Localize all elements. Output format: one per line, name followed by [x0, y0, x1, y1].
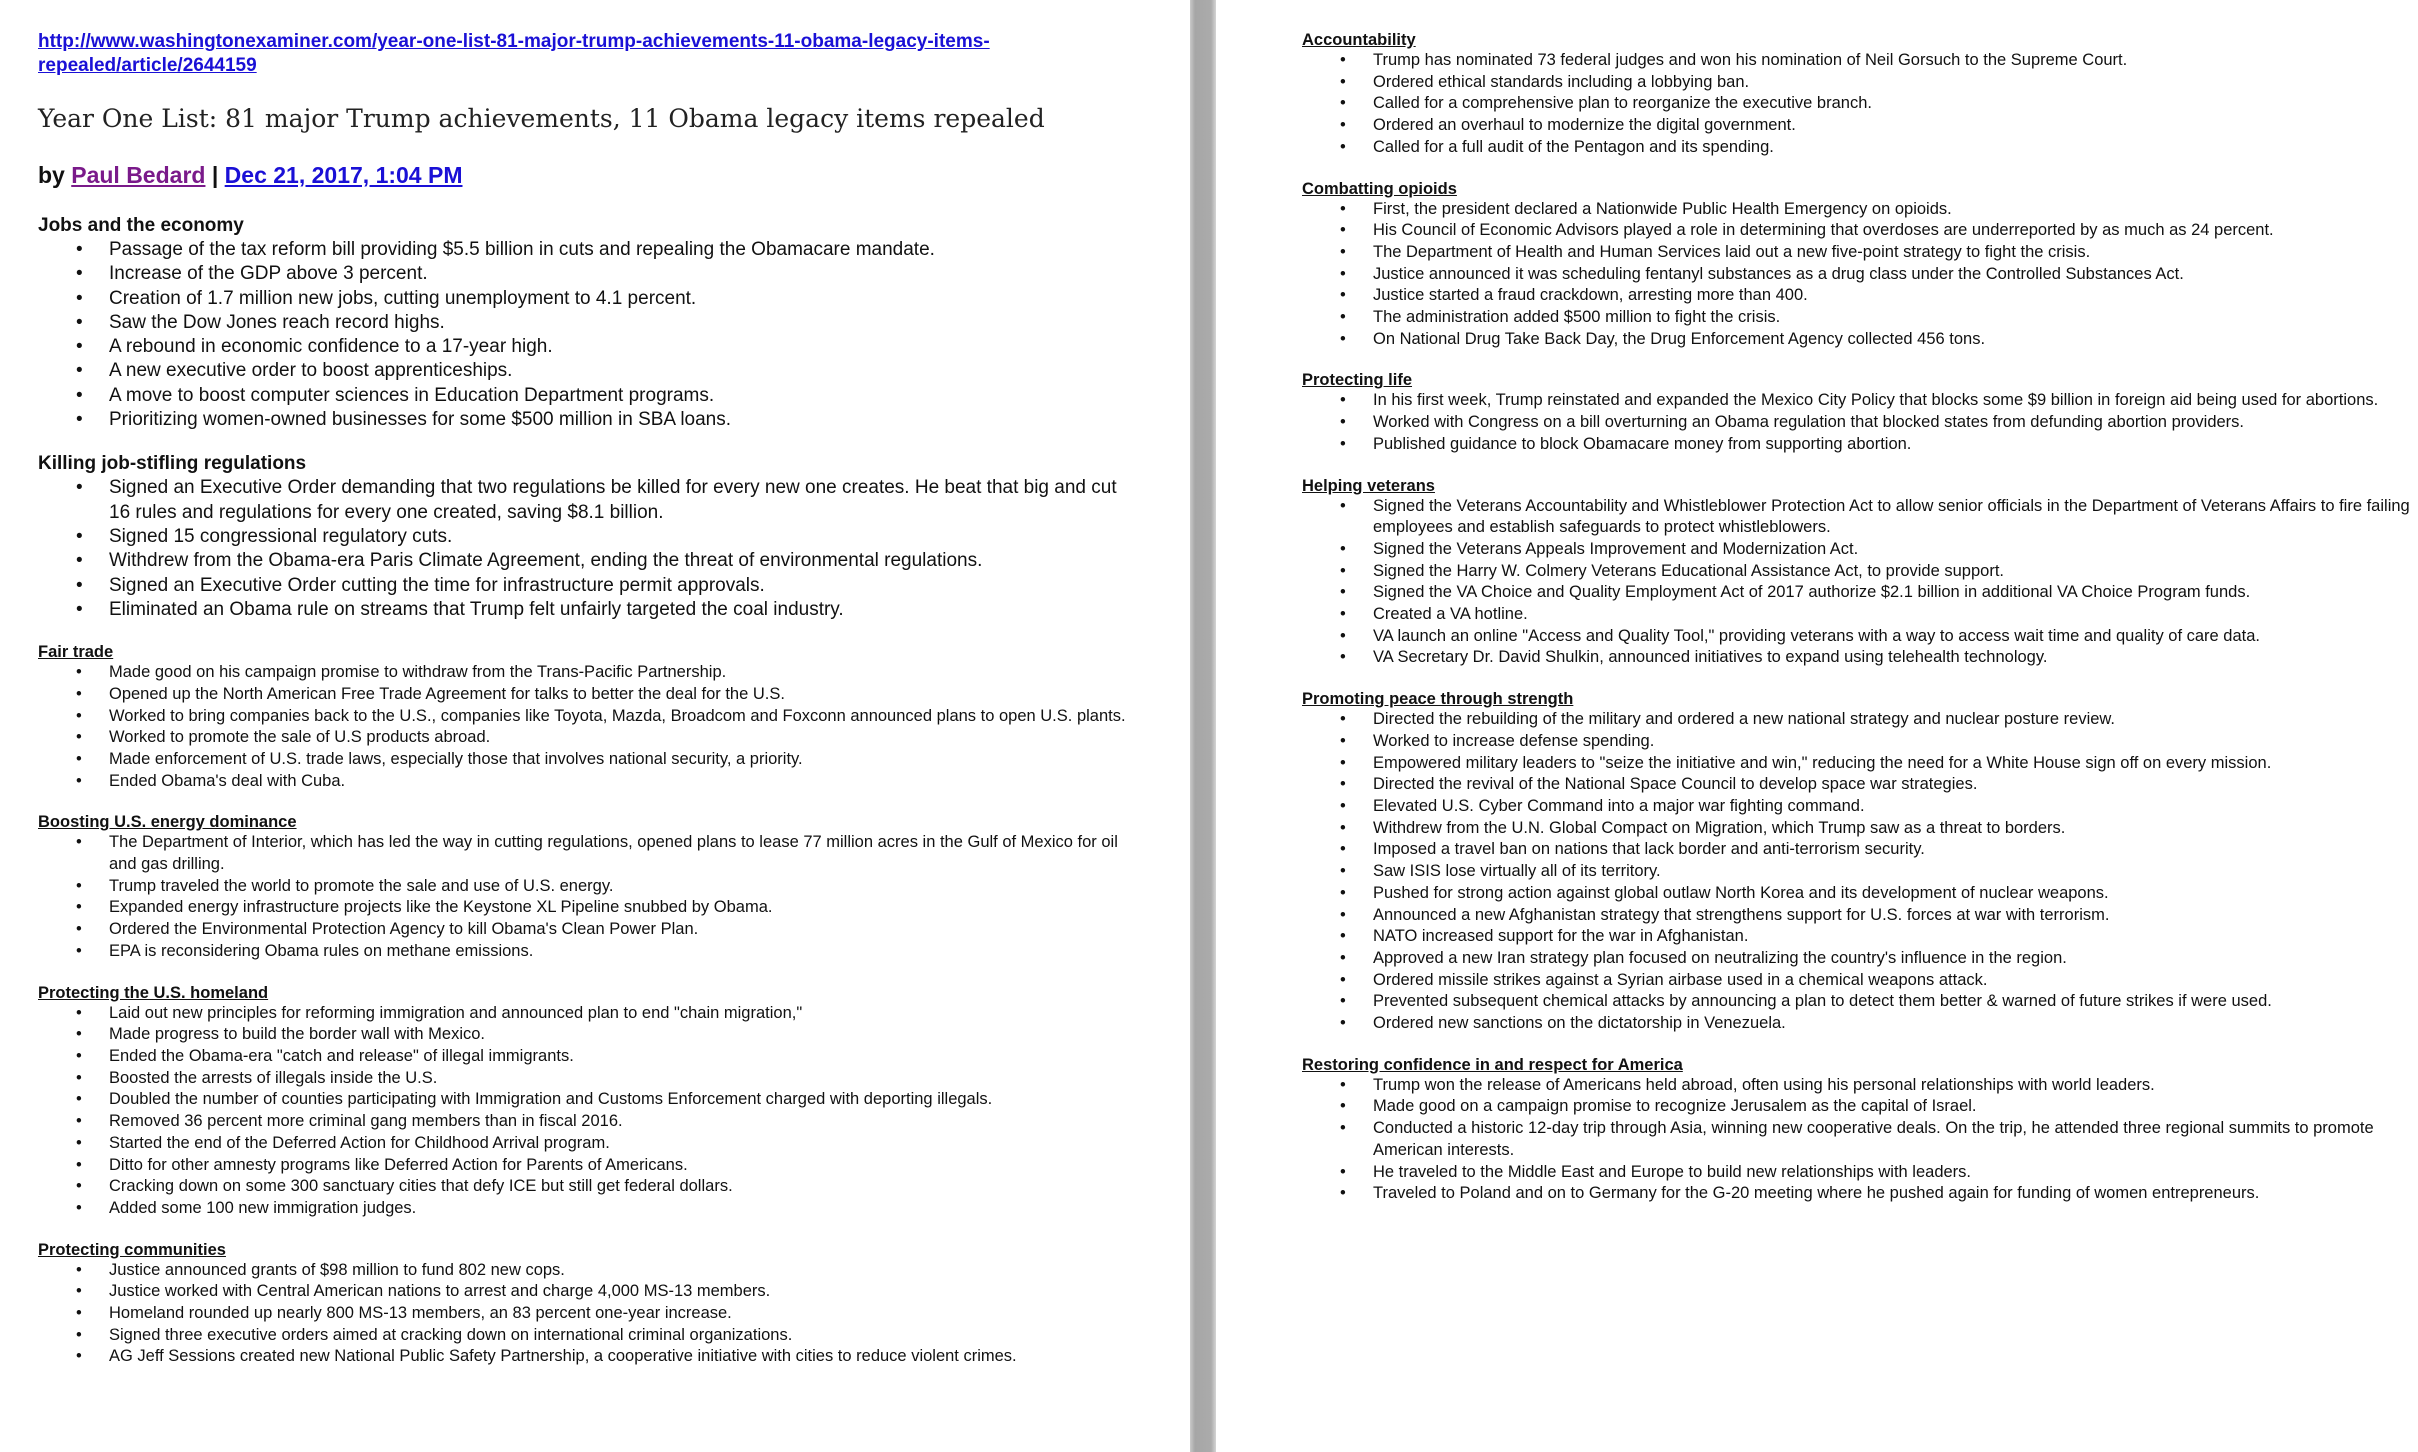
section-heading: Restoring confidence in and respect for America [1302, 1055, 1683, 1074]
section-helping-veterans [1302, 476, 2418, 670]
list-item: • A rebound in economic confidence to a 17-year high. [38, 335, 1139, 359]
list-item: • Worked with Congress on a bill overturning an Obama regulation that blocked states from defunding abortion providers. [1302, 412, 2418, 434]
byline-by: by [38, 162, 65, 188]
section-heading: Accountability [1302, 31, 1416, 49]
list-item: • EPA is reconsidering Obama rules on methane emissions. [38, 941, 1149, 963]
list-item: • Ordered missile strikes against a Syrian airbase used in a chemical weapons attack. [1302, 970, 2418, 992]
list-item: • AG Jeff Sessions created new National Public Safety Partnership, a cooperative initiative with cities to reduce violent crimes. [38, 1346, 1149, 1368]
section-restoring-confidence-in-and-respect-for-america [1302, 1055, 2418, 1205]
list-item: • A move to boost computer sciences in Education Department programs. [38, 384, 1139, 408]
list-item: • Directed the rebuilding of the military and ordered a new national strategy and nuclear posture review. [1302, 709, 2418, 731]
article-header [38, 30, 1190, 190]
list-item: • Signed an Executive Order demanding that two regulations be killed for every new one creates. He beat that big and cut 16 rules and regulations for every one created, saving $8.1 billion. [38, 476, 1139, 525]
list-item: • Made good on a campaign promise to recognize Jerusalem as the capital of Israel. [1302, 1096, 2418, 1118]
list-item: • Trump traveled the world to promote the sale and use of U.S. energy. [38, 876, 1149, 898]
bullet-list [38, 832, 1190, 962]
list-item: • The Department of Health and Human Services laid out a new five-point strategy to fight the crisis. [1302, 242, 2418, 264]
list-item: • Trump has nominated 73 federal judges and won his nomination of Neil Gorsuch to the Supreme Court. [1302, 50, 2418, 72]
list-item: • Added some 100 new immigration judges. [38, 1198, 1149, 1220]
list-item: • The Department of Interior, which has led the way in cutting regulations, opened plans to lease 77 million acres in the Gulf of Mexico for oil and gas drilling. [38, 832, 1149, 875]
bullet-list [1302, 496, 2418, 670]
list-item: • Ordered an overhaul to modernize the digital government. [1302, 115, 2418, 137]
bullet-list [1302, 50, 2418, 159]
list-item: • Removed 36 percent more criminal gang members than in fiscal 2016. [38, 1111, 1149, 1133]
list-item: • On National Drug Take Back Day, the Drug Enforcement Agency collected 456 tons. [1302, 329, 2418, 351]
article-url-line-2[interactable]: repealed/article/2644159 [38, 55, 257, 76]
section-killing-job-stifling-regulations [38, 452, 1190, 622]
list-item: • Doubled the number of counties participating with Immigration and Customs Enforcement charged with deporting illegals. [38, 1089, 1149, 1111]
section-heading: Helping veterans [1302, 476, 1435, 495]
section-heading: Boosting U.S. energy dominance [38, 813, 297, 832]
list-item: • Passage of the tax reform bill providing $5.5 billion in cuts and repealing the Obamacare mandate. [38, 238, 1139, 262]
bullet-list [38, 662, 1190, 792]
bullet-list [38, 1260, 1190, 1369]
list-item: • Approved a new Iran strategy plan focused on neutralizing the country's influence in the region. [1302, 948, 2418, 970]
list-item: • Ordered ethical standards including a lobbying ban. [1302, 72, 2418, 94]
list-item: • Signed an Executive Order cutting the time for infrastructure permit approvals. [38, 574, 1139, 598]
section-fair-trade [38, 642, 1190, 792]
section-heading: Promoting peace through strength [1302, 690, 1574, 709]
left-sections [38, 214, 1190, 1368]
list-item: • Worked to increase defense spending. [1302, 731, 2418, 753]
section-protecting-communities [38, 1240, 1190, 1369]
list-item: • Worked to bring companies back to the U.S., companies like Toyota, Mazda, Broadcom and Foxconn announced plans to open U.S. plants. [38, 706, 1149, 728]
section-jobs-and-the-economy [38, 214, 1190, 432]
list-item: • Signed three executive orders aimed at cracking down on international criminal organizations. [38, 1325, 1149, 1347]
section-protecting-the-u-s-homeland [38, 983, 1190, 1220]
list-item: • His Council of Economic Advisors played a role in determining that overdoses are underreported by as much as 24 percent. [1302, 220, 2418, 242]
section-protecting-life [1302, 370, 2418, 455]
section-heading: Fair trade [38, 643, 114, 662]
list-item: • Called for a comprehensive plan to reorganize the executive branch. [1302, 93, 2418, 115]
author-link[interactable]: Paul Bedard [71, 162, 206, 188]
bullet-list [1302, 390, 2418, 455]
list-item: • NATO increased support for the war in Afghanistan. [1302, 926, 2418, 948]
list-item: • In his first week, Trump reinstated and expanded the Mexico City Policy that blocks some $9 billion in foreign aid being used for abortions. [1302, 390, 2418, 412]
list-item: • Directed the revival of the National Space Council to develop space war strategies. [1302, 774, 2418, 796]
section-heading: Killing job-stifling regulations [38, 453, 307, 475]
bullet-list [1302, 199, 2418, 351]
section-accountability [1302, 30, 2418, 159]
list-item: • Ended the Obama-era "catch and release" of illegal immigrants. [38, 1046, 1149, 1068]
bullet-list [1302, 709, 2418, 1035]
section-heading: Protecting life [1302, 371, 1413, 390]
bullet-list [38, 1003, 1190, 1220]
bullet-list [38, 476, 1190, 622]
list-item: • Created a VA hotline. [1302, 604, 2418, 626]
list-item: • Empowered military leaders to "seize the initiative and win," reducing the need for a White House sign off on every mission. [1302, 753, 2418, 775]
section-heading: Jobs and the economy [38, 215, 244, 236]
list-item: • Cracking down on some 300 sanctuary cities that defy ICE but still get federal dollars. [38, 1176, 1149, 1198]
list-item: • Creation of 1.7 million new jobs, cutting unemployment to 4.1 percent. [38, 287, 1139, 311]
list-item: • Justice announced grants of $98 million to fund 802 new cops. [38, 1260, 1149, 1282]
byline [38, 160, 1190, 190]
list-item: • Eliminated an Obama rule on streams that Trump felt unfairly targeted the coal industry. [38, 598, 1139, 622]
list-item: • Increase of the GDP above 3 percent. [38, 262, 1139, 286]
list-item: • Traveled to Poland and on to Germany for the G-20 meeting where he pushed again for funding of women entrepreneurs. [1302, 1183, 2418, 1205]
byline-separator: | [211, 162, 219, 188]
list-item: • Ended Obama's deal with Cuba. [38, 771, 1149, 793]
date-link[interactable]: Dec 21, 2017, 1:04 PM [224, 162, 463, 188]
list-item: • Laid out new principles for reforming immigration and announced plan to end "chain migration," [38, 1003, 1149, 1025]
list-item: • Saw ISIS lose virtually all of its territory. [1302, 861, 2418, 883]
section-boosting-u-s-energy-dominance [38, 812, 1190, 962]
list-item: • Signed the Harry W. Colmery Veterans Educational Assistance Act, to provide support. [1302, 561, 2418, 583]
list-item: • Homeland rounded up nearly 800 MS-13 members, an 83 percent one-year increase. [38, 1303, 1149, 1325]
list-item: • Ordered the Environmental Protection Agency to kill Obama's Clean Power Plan. [38, 919, 1149, 941]
right-page [1216, 0, 2418, 1452]
list-item: • Announced a new Afghanistan strategy that strengthens support for U.S. forces at war with terrorism. [1302, 905, 2418, 927]
list-item: • Ditto for other amnesty programs like Deferred Action for Parents of Americans. [38, 1155, 1149, 1177]
list-item: • Started the end of the Deferred Action for Childhood Arrival program. [38, 1133, 1149, 1155]
list-item: • VA launch an online "Access and Quality Tool," providing veterans with a way to access wait time and quality of care data. [1302, 626, 2418, 648]
list-item: • Published guidance to block Obamacare money from supporting abortion. [1302, 434, 2418, 456]
right-sections [1302, 30, 2418, 1205]
list-item: • Justice worked with Central American nations to arrest and charge 4,000 MS-13 members. [38, 1281, 1149, 1303]
article-url-link[interactable] [38, 30, 1088, 78]
list-item: • Opened up the North American Free Trade Agreement for talks to better the deal for the U.S. [38, 684, 1149, 706]
section-heading: Protecting the U.S. homeland [38, 983, 269, 1002]
article-url-line-1[interactable]: http://www.washingtonexaminer.com/year-one-list-81-major-trump-achievements-11-obama-legacy-items- [38, 31, 990, 52]
section-heading: Combatting opioids [1302, 179, 1457, 198]
list-item: • Withdrew from the U.N. Global Compact on Migration, which Trump saw as a threat to borders. [1302, 818, 2418, 840]
list-item: • Withdrew from the Obama-era Paris Climate Agreement, ending the threat of environmental regulations. [38, 549, 1139, 573]
list-item: • A new executive order to boost apprenticeships. [38, 359, 1139, 383]
list-item: • Conducted a historic 12-day trip through Asia, winning new cooperative deals. On the trip, he attended three regional summits to promote American interests. [1302, 1118, 2418, 1161]
list-item: • Made enforcement of U.S. trade laws, especially those that involves national security, a priority. [38, 749, 1149, 771]
list-item: • Boosted the arrests of illegals inside the U.S. [38, 1068, 1149, 1090]
list-item: • Ordered new sanctions on the dictatorship in Venezuela. [1302, 1013, 2418, 1035]
list-item: • Justice announced it was scheduling fentanyl substances as a drug class under the Controlled Substances Act. [1302, 264, 2418, 286]
list-item: • Signed the VA Choice and Quality Employment Act of 2017 authorize $2.1 billion in additional VA Choice Program funds. [1302, 582, 2418, 604]
list-item: • Elevated U.S. Cyber Command into a major war fighting command. [1302, 796, 2418, 818]
list-item: • Prevented subsequent chemical attacks by announcing a plan to detect them better & warned of future strikes if were used. [1302, 991, 2418, 1013]
list-item: • Made good on his campaign promise to withdraw from the Trans-Pacific Partnership. [38, 662, 1149, 684]
list-item: • Trump won the release of Americans held abroad, often using his personal relationships with world leaders. [1302, 1075, 2418, 1097]
list-item: • Saw the Dow Jones reach record highs. [38, 311, 1139, 335]
list-item: • First, the president declared a Nationwide Public Health Emergency on opioids. [1302, 199, 2418, 221]
list-item: • VA Secretary Dr. David Shulkin, announced initiatives to expand using telehealth technology. [1302, 647, 2418, 669]
list-item: • The administration added $500 million to fight the crisis. [1302, 307, 2418, 329]
bullet-list [1302, 1075, 2418, 1205]
list-item: • Justice started a fraud crackdown, arresting more than 400. [1302, 285, 2418, 307]
list-item: • Imposed a travel ban on nations that lack border and anti-terrorism security. [1302, 839, 2418, 861]
section-heading: Protecting communities [38, 1240, 226, 1259]
list-item: • Called for a full audit of the Pentagon and its spending. [1302, 137, 2418, 159]
list-item: • Prioritizing women-owned businesses for some $500 million in SBA loans. [38, 408, 1139, 432]
list-item: • Signed 15 congressional regulatory cuts. [38, 525, 1139, 549]
list-item: • Signed the Veterans Accountability and Whistleblower Protection Act to allow senior officials in the Department of Veterans Affairs to fire failing employees and establish safeguards to protect whistleblowers. [1302, 496, 2418, 539]
bullet-list [38, 238, 1190, 432]
left-page [0, 0, 1190, 1452]
section-combatting-opioids [1302, 179, 2418, 351]
list-item: • Expanded energy infrastructure projects like the Keystone XL Pipeline snubbed by Obama. [38, 897, 1149, 919]
list-item: • Pushed for strong action against global outlaw North Korea and its development of nuclear weapons. [1302, 883, 2418, 905]
list-item: • Made progress to build the border wall with Mexico. [38, 1024, 1149, 1046]
page-gutter [1190, 0, 1216, 1452]
section-promoting-peace-through-strength [1302, 689, 2418, 1035]
list-item: • Worked to promote the sale of U.S products abroad. [38, 727, 1149, 749]
list-item: • Signed the Veterans Appeals Improvement and Modernization Act. [1302, 539, 2418, 561]
article-title: Year One List: 81 major Trump achievements, 11 Obama legacy items repealed [38, 104, 1045, 133]
list-item: • He traveled to the Middle East and Europe to build new relationships with leaders. [1302, 1162, 2418, 1184]
